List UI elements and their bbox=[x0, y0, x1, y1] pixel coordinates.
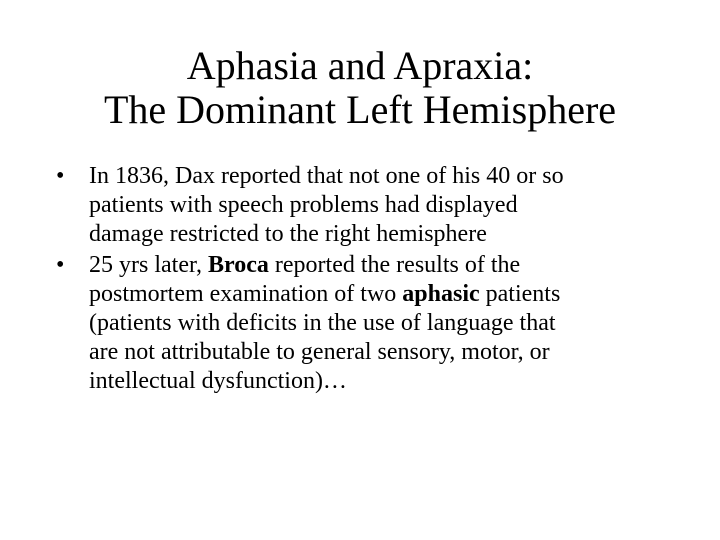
bullet-item-broca bbox=[56, 251, 696, 396]
text-segment: reported the results of the bbox=[268, 252, 521, 278]
bullet-text-line: (patients with deficits in the use of language that bbox=[89, 310, 556, 336]
text-segment: postmortem examination of two bbox=[89, 281, 403, 307]
bullet-text-line: patients with speech problems had displayed bbox=[89, 192, 518, 218]
bullet-text-line: are not attributable to general sensory, motor, or bbox=[89, 339, 550, 365]
bullet-dot-icon: • bbox=[56, 252, 65, 278]
bold-term-aphasic: aphasic bbox=[402, 281, 480, 307]
slide-title bbox=[0, 44, 720, 132]
bullet-text-line bbox=[89, 251, 696, 280]
text-segment: 25 yrs later, bbox=[89, 252, 209, 278]
bullet-text-line: damage restricted to the right hemisphere bbox=[89, 221, 487, 247]
title-line-1: Aphasia and Apraxia: bbox=[186, 43, 534, 88]
title-line-2: The Dominant Left Hemisphere bbox=[103, 87, 617, 132]
bullet-list bbox=[56, 162, 696, 396]
bullet-text-line bbox=[89, 280, 696, 309]
bold-term-broca: Broca bbox=[208, 252, 269, 278]
text-segment: patients bbox=[479, 281, 561, 307]
bullet-item-dax bbox=[56, 162, 696, 249]
bullet-dot-icon: • bbox=[56, 163, 65, 189]
bullet-text-line: In 1836, Dax reported that not one of his 40 or so bbox=[89, 163, 564, 189]
bullet-text-line: intellectual dysfunction)… bbox=[89, 368, 347, 394]
